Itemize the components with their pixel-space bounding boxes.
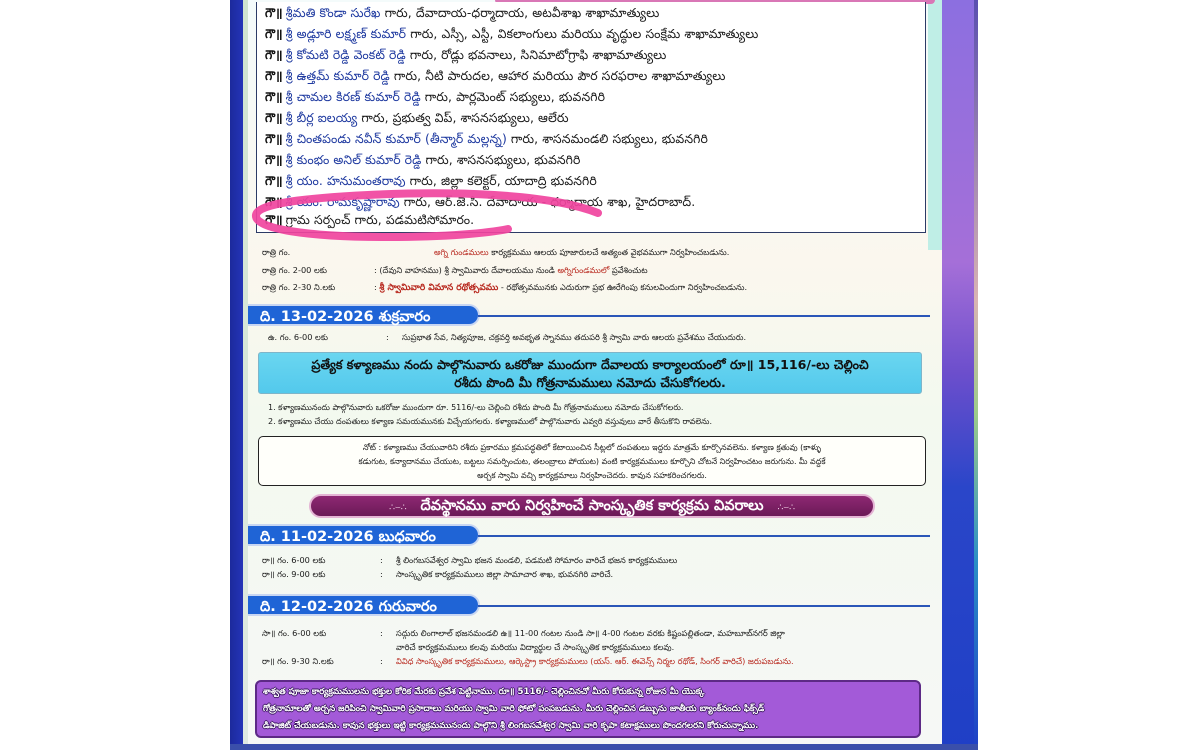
separator: : <box>386 332 389 342</box>
schedule-text: శ్రీ లింగబసవేశ్వర స్వామి భజన మండలి, పడమటి సోమారం వారిచే భజన కార్యక్రమములు <box>396 555 678 565</box>
honorific: గౌ॥ <box>265 5 283 20</box>
dignitary-name: శ్రీ కోమటి రెడ్డి వెంకట్ రెడ్డి <box>285 47 406 62</box>
dignitary-line <box>265 110 569 128</box>
night-schedule-row <box>262 265 648 277</box>
dignitary-name: శ్రీ చామల కిరణ్ కుమార్ రెడ్డి <box>285 89 421 104</box>
dignitary-title: గారు, శాసనమండలి సభ్యులు, భువనగిరి <box>510 131 708 146</box>
notice-line: గోత్రనామాలతో అర్చన జరిపించి స్వామివారి ప్రసాదాలు మరియు స్వామి వారి ఫోటో పంపబడును. మీరు చెల్లించిన డబ్బును జాతీయ బ్యాంక్‌నందు ఫిక్స్‌డ్ <box>263 704 765 714</box>
dignitary-title: గ్రామ సర్పంచ్ గారు, పడమటిసోమారం. <box>285 212 475 227</box>
schedule-row <box>262 656 794 668</box>
highlight-line: రశీదు పొంది మీ గోత్రనామములు నమోదు చేసుకోగలరు. <box>454 375 726 390</box>
honorific: గౌ॥ <box>265 152 283 167</box>
kalyanam-highlight-box <box>258 352 922 394</box>
separator: : <box>380 555 383 565</box>
dignitary-title: గారు, రోడ్లు భవనాలు, సినిమాటోగ్రాఫి శాఖామాత్యులు <box>409 47 667 62</box>
time-label: రా॥ గం. 9-30 ని.లకు <box>262 656 334 666</box>
dignitary-line <box>265 68 725 86</box>
time-label: రాత్రి గం. <box>262 247 291 257</box>
dignitary-line <box>265 47 666 65</box>
honorific: గౌ॥ <box>265 89 283 104</box>
time-label: రా॥ గం. 9-00 లకు <box>262 569 326 579</box>
notice-line: శాశ్వత పూజా కార్యక్రమములను భక్తుల కోరిక మేరకు ప్రవేశ పెట్టినాము. రూ॥ 5116/- చెల్లించినచో మీరు కోరుకున్న రోజున మీ యొక్క <box>263 687 705 697</box>
poster-left-inner-border <box>243 0 248 750</box>
schedule-text: : <box>374 282 380 292</box>
dignitary-line <box>265 173 597 191</box>
note-line: కడుగుట, కన్యాదానము చేయుట, బట్టలు సమర్పించుట, తలంబ్రాలు పోయుట) వంటి కార్యక్రమములు కూర్చొని చోటనే నిర్వహించటం జరుగును. మీ వద్దకే <box>358 457 826 466</box>
ornament-icon: ∴⌣∴ <box>389 503 407 513</box>
schedule-text: : (దేవుని వాహనము) శ్రీ స్వామివారు దేవాలయము నుండి <box>374 265 558 275</box>
time-label: సా॥ గం. 6-00 లకు <box>262 628 327 638</box>
honorific: గౌ॥ <box>265 68 283 83</box>
dignitaries-box <box>256 2 926 233</box>
schedule-row <box>262 569 613 581</box>
notice-line: డిపాజిట్ చేయబడును. కావున భక్తులు ఇట్టి కార్యక్రమమునందు పాల్గొని శ్రీ లింగబసవేశ్వర స్వామి వారి కృపా కటాక్షములు పొందగలరని కోరుచున్నాము. <box>263 721 759 731</box>
schedule-row <box>262 555 677 567</box>
dignitary-line <box>265 131 708 149</box>
time-label: రా॥ గం. 6-00 లకు <box>262 555 326 565</box>
note-box <box>258 436 926 486</box>
night-schedule-row <box>262 282 747 295</box>
separator: : <box>380 628 383 638</box>
time-label: రాత్రి గం. 2-00 లకు <box>262 265 327 275</box>
dignitary-title: గారు, జిల్లా కలెక్టర్, యాదాద్రి భువనగిరి <box>409 173 597 188</box>
schedule-row <box>268 332 746 344</box>
dignitary-name: శ్రీ బీర్ల ఐలయ్య <box>285 110 358 125</box>
schedule-text: సద్గురు లింగాలాల్ భజనమండలి ఉ॥ 11-00 గంటల నుండి సా॥ 4-00 గంటల వరకు కిష్టంపల్లితండా, మహబూబ్‌నగర్ జిల్లా <box>396 628 785 638</box>
honorific: గౌ॥ <box>265 173 283 188</box>
schedule-text: కార్యక్రమము ఆలయ పూజారులచే అత్యంత వైభవముగా నిర్వహించబడును. <box>488 247 730 257</box>
date-rule <box>478 315 930 317</box>
dignitary-title: గారు, ఎస్సీ, ఎస్టీ, వికలాంగులు మరియు వృద్ధుల సంక్షేమ శాఖామాత్యులు <box>410 26 759 41</box>
numbered-instruction: 2. కళ్యాణము చేయు దంపతులు కళ్యాణ సమయమునకు విచ్చేయగలరు. కళ్యాణములో పాల్గొనువారు ఎవ్వరి వస్తువులు వారే తీసుకొని రావలెను. <box>268 417 712 426</box>
schedule-text: సాంస్కృతిక కార్యక్రమములు జిల్లా సామాచార శాఖ, భువనగిరి వారిచే. <box>396 569 614 579</box>
honorific: గౌ॥ <box>265 194 283 209</box>
schedule-text: ప్రవేశించుట <box>609 265 648 275</box>
night-schedule-row <box>262 247 729 259</box>
red-highlight-text: అగ్నిగుండములో <box>557 265 610 275</box>
dignitary-name: శ్రీ అడ్లూరి లక్ష్మణ్ కుమార్ <box>285 26 407 41</box>
dignitary-name: శ్రీమతి కొండా సురేఖ <box>285 5 381 20</box>
ornament-icon: ∴⌣∴ <box>777 503 795 513</box>
poster-bottom-edge <box>230 744 978 750</box>
dignitary-title: గారు, పార్లమెంట్ సభ్యులు, భువనగిరి <box>424 89 606 104</box>
dignitary-line <box>265 26 758 44</box>
honorific: గౌ॥ <box>265 212 283 227</box>
honorific: గౌ॥ <box>265 47 283 62</box>
note-line: అర్చక స్వామి వచ్చి కార్యక్రమాలు నిర్వహించెదరు. కావున సహకరించగలరు. <box>477 471 707 480</box>
separator: : <box>380 569 383 579</box>
dignitary-line <box>265 5 659 23</box>
dignitary-line <box>265 89 605 107</box>
permanent-puja-notice <box>255 680 921 738</box>
dignitary-title: గారు, దేవాదాయ-ధర్మాదాయ, అటవీశాఖ శాఖామాత్యులు <box>384 5 660 20</box>
dignitary-name: శ్రీ యం. రామకృష్ణారావు <box>285 194 400 209</box>
dignitary-title: గారు, శాసనసభ్యులు, భువనగిరి <box>425 152 581 167</box>
dignitary-name: శ్రీ యం. హనుమంతరావు <box>285 173 406 188</box>
red-highlight-text: శ్రీ స్వామివారి విమాన రథోత్సవము <box>379 283 499 293</box>
dignitary-line <box>265 194 695 212</box>
dignitary-name: శ్రీ కుంభం అనిల్ కుమార్ రెడ్డి <box>285 152 422 167</box>
schedule-row <box>262 628 785 640</box>
numbered-instruction: 1. కళ్యాణమునందు పాల్గొనువారు ఒకరోజు ముందుగా రూ. 5116/-లు చెల్లించి రశీదు పొంది మీ గోత్రనామములు నమోదు చేసుకోగలరు. <box>268 403 684 412</box>
date-banner-13: ది. 13-02-2026 శుక్రవారం <box>248 304 480 326</box>
dignitary-line <box>265 152 580 170</box>
dignitary-name: శ్రీ ఉత్తమ్ కుమార్ రెడ్డి <box>285 68 390 83</box>
schedule-row-continued: వారిచే కార్యక్రమములు కలవు మరియు విద్యార్థుల చే సాంస్కృతిక కార్యక్రమములు కలవు. <box>396 642 675 652</box>
schedule-text: - రథోత్సవమునకు ఎదురుగా ప్రభ ఊరేగింపు కనులవిందుగా నిర్వహించబడును. <box>498 282 748 292</box>
honorific: గౌ॥ <box>265 110 283 125</box>
separator: : <box>380 656 383 666</box>
dignitary-title: గారు, నీటి పారుదల, ఆహార మరియు పౌర సరఫరాల శాఖామాత్యులు <box>393 68 726 83</box>
honorific: గౌ॥ <box>265 26 283 41</box>
highlight-line: ప్రత్యేక కళ్యాణము నందు పాల్గొనువారు ఒకరోజు ముందుగా దేవాలయ కార్యాలయంలో రూ॥ 15,116/-లు చెల్లించి <box>311 357 869 372</box>
dignitary-title: గారు, ఆర్.జె.సి. దేవాదాయ - ధర్మాదాయ శాఖ, హైదరాబాద్. <box>403 194 696 209</box>
schedule-text: వివిధ సాంస్కృతిక కార్యక్రమములు, ఆర్కెస్ట్రా కార్యక్రమములు (యస్. ఆర్. ఈవెన్స్ నిర్మల రథోడ్, సింగర్ వారిచే) జరుపబడును. <box>396 656 794 666</box>
poster-right-edge <box>974 0 978 750</box>
time-label: ఉ. గం. 6-00 లకు <box>268 332 328 342</box>
dignitary-name: శ్రీ చింతపండు నవీన్ కుమార్ (తీన్మార్ మల్లన్న) <box>285 131 507 146</box>
schedule-text: సుప్రభాత సేవ, నిత్యపూజ, చక్రవర్తి అవభృత స్నానము తదుపరి శ్రీ స్వామి వారు ఆలయ ప్రవేశము చేయుదురు. <box>402 332 747 342</box>
date-rule <box>478 535 930 537</box>
date-rule <box>478 605 930 607</box>
red-highlight-text: అగ్ని గుండములు <box>434 247 489 257</box>
note-line: నోట్ : కళ్యాణము చేయువారిని రశీదు ప్రకారము క్రమపద్ధతిలో కేటాయించిన సీట్లలో దంపతులు ఇద్దరు మాత్రమే కూర్చొనవలెను. కళ్యాణ క్రతువు (కాళ్ళు <box>362 443 822 452</box>
time-label: రాత్రి గం. 2-30 ని.లకు <box>262 282 336 292</box>
poster-right-border <box>942 0 974 750</box>
date-banner-11: ది. 11-02-2026 బుధవారం <box>248 524 480 546</box>
dignitary-title: గారు, ప్రభుత్వ విప్, శాసనసభ్యులు, ఆలేరు <box>361 110 569 125</box>
date-banner-12: ది. 12-02-2026 గురువారం <box>248 594 480 616</box>
cultural-programmes-banner <box>309 494 875 518</box>
poster-right-teal-strip <box>928 0 942 250</box>
dignitary-line-sarpanch <box>265 212 474 230</box>
honorific: గౌ॥ <box>265 131 283 146</box>
banner-title: దేవస్థానము వారు నిర్వహించే సాంస్కృతిక కార్యక్రమ వివరాలు <box>420 498 764 514</box>
poster-left-border <box>230 0 243 750</box>
